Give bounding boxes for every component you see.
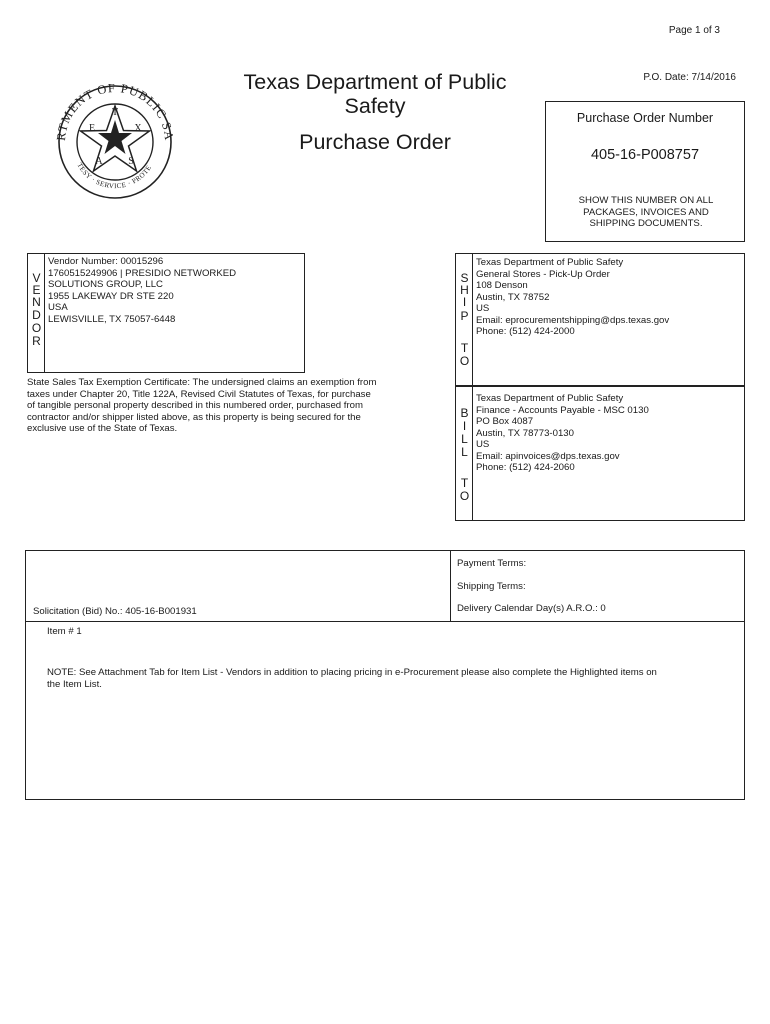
bill-to-side-label bbox=[456, 387, 473, 520]
side-letter: T bbox=[460, 476, 469, 490]
vendor-street: 1955 LAKEWAY DR STE 220 bbox=[48, 290, 174, 302]
bill-to-phone: Phone: (512) 424-2060 bbox=[476, 462, 575, 473]
bill-to-line: Texas Department of Public Safety bbox=[476, 393, 624, 404]
payment-terms: Payment Terms: bbox=[457, 558, 527, 569]
terms-divider bbox=[26, 621, 744, 622]
side-letter: L bbox=[461, 445, 468, 459]
side-letter: O bbox=[459, 354, 470, 368]
tax-line: exclusive use of the State of Texas. bbox=[27, 423, 178, 434]
tax-line: of tangible personal property described in this numbered order, purchased from bbox=[27, 400, 363, 411]
side-letter: H bbox=[460, 283, 469, 297]
vendor-number: Vendor Number: 00015296 bbox=[48, 256, 164, 267]
page-title bbox=[215, 70, 535, 118]
po-note-line: PACKAGES, INVOICES AND bbox=[583, 206, 709, 218]
seal-letter-x: X bbox=[134, 123, 142, 134]
po-note-line: SHOW THIS NUMBER ON ALL bbox=[578, 195, 714, 206]
side-letter: N bbox=[32, 295, 41, 309]
seal-letter-t: T bbox=[111, 107, 119, 118]
seal-letter-e: E bbox=[88, 123, 96, 134]
note-line: the Item List. bbox=[47, 678, 102, 690]
side-letter: I bbox=[462, 295, 467, 309]
side-letter: P bbox=[460, 309, 469, 323]
bill-to-email: Email: apinvoices@dps.texas.gov bbox=[476, 450, 620, 462]
ship-to-phone: Phone: (512) 424-2000 bbox=[476, 326, 575, 337]
ship-to-line: 108 Denson bbox=[476, 280, 528, 291]
seal-letter-a: A bbox=[95, 156, 103, 167]
side-letter: R bbox=[32, 334, 41, 348]
terms-and-items-box bbox=[25, 550, 745, 800]
page-number: Page 1 of 3 bbox=[668, 25, 720, 36]
texas-dps-seal-icon bbox=[48, 84, 182, 200]
vendor-box bbox=[27, 253, 305, 373]
bill-to-line: Finance - Accounts Payable - MSC 0130 bbox=[476, 404, 649, 416]
vendor-name-cont: SOLUTIONS GROUP, LLC bbox=[48, 279, 163, 290]
tax-line: taxes under Chapter 20, Title 122A, Revised Civil Statutes of Texas, for purchase bbox=[27, 388, 371, 400]
shipping-terms: Shipping Terms: bbox=[457, 581, 526, 592]
ship-to-email: Email: eprocurementshipping@dps.texas.gov bbox=[476, 314, 670, 326]
purchase-order-note bbox=[558, 195, 734, 230]
side-letter: O bbox=[459, 489, 470, 503]
delivery-days: Delivery Calendar Day(s) A.R.O.: 0 bbox=[457, 603, 606, 614]
ship-to-line: Austin, TX 78752 bbox=[476, 291, 550, 303]
vendor-id-name: 1760515249906 | PRESIDIO NETWORKED bbox=[48, 267, 237, 279]
side-letter: B bbox=[460, 406, 469, 420]
side-letter: D bbox=[32, 308, 41, 322]
vendor-country: USA bbox=[48, 302, 68, 313]
ship-to-line: Texas Department of Public Safety bbox=[476, 257, 624, 268]
side-letter: L bbox=[461, 432, 468, 446]
side-letter: S bbox=[460, 271, 469, 285]
solicitation-number: Solicitation (Bid) No.: 405-16-B001931 bbox=[33, 606, 197, 617]
bill-to-line: US bbox=[476, 439, 490, 450]
purchase-order-number: 405-16-P008757 bbox=[590, 147, 700, 163]
ship-to-line: US bbox=[476, 303, 490, 314]
ship-to-side-label bbox=[456, 254, 473, 385]
terms-divider bbox=[450, 551, 451, 621]
seal-bottom-text: TESY · SERVICE · PROTE bbox=[75, 161, 154, 191]
purchase-order-label: Purchase Order Number bbox=[576, 111, 714, 125]
item-number: Item # 1 bbox=[47, 626, 82, 637]
page-subtitle: Purchase Order bbox=[299, 130, 451, 154]
bill-to-line: PO Box 4087 bbox=[476, 416, 534, 427]
tax-line: contractor and/or shipper listed above, as this property is being secured for the bbox=[27, 411, 361, 423]
side-letter: T bbox=[460, 341, 469, 355]
po-date: P.O. Date: 7/14/2016 bbox=[643, 72, 736, 83]
side-letter: I bbox=[462, 419, 467, 433]
tax-exemption-statement bbox=[27, 377, 407, 435]
title-line-2: Safety bbox=[344, 94, 406, 118]
side-letter: E bbox=[32, 283, 41, 297]
side-letter: O bbox=[31, 321, 42, 335]
vendor-city: LEWISVILLE, TX 75057-6448 bbox=[48, 313, 176, 325]
title-line-1: Texas Department of Public bbox=[243, 70, 507, 94]
po-note-line: SHIPPING DOCUMENTS. bbox=[589, 218, 703, 229]
tax-line: State Sales Tax Exemption Certificate: The undersigned claims an exemption from bbox=[27, 377, 377, 388]
item-note bbox=[47, 667, 727, 690]
bill-to-line: Austin, TX 78773-0130 bbox=[476, 427, 574, 439]
note-line: NOTE: See Attachment Tab for Item List - Vendors in addition to placing pricing in e-Procurement please also complete the Highlighted items on bbox=[47, 667, 657, 678]
bill-to-box bbox=[455, 386, 745, 521]
seal-letter-s: S bbox=[128, 156, 134, 167]
vendor-side-label bbox=[28, 254, 45, 372]
seal-top-text: RTMENT OF PUBLIC SA bbox=[53, 84, 177, 142]
purchase-order-box bbox=[545, 101, 745, 242]
ship-to-box bbox=[455, 253, 745, 386]
side-letter: V bbox=[32, 271, 41, 285]
ship-to-line: General Stores - Pick-Up Order bbox=[476, 268, 610, 280]
